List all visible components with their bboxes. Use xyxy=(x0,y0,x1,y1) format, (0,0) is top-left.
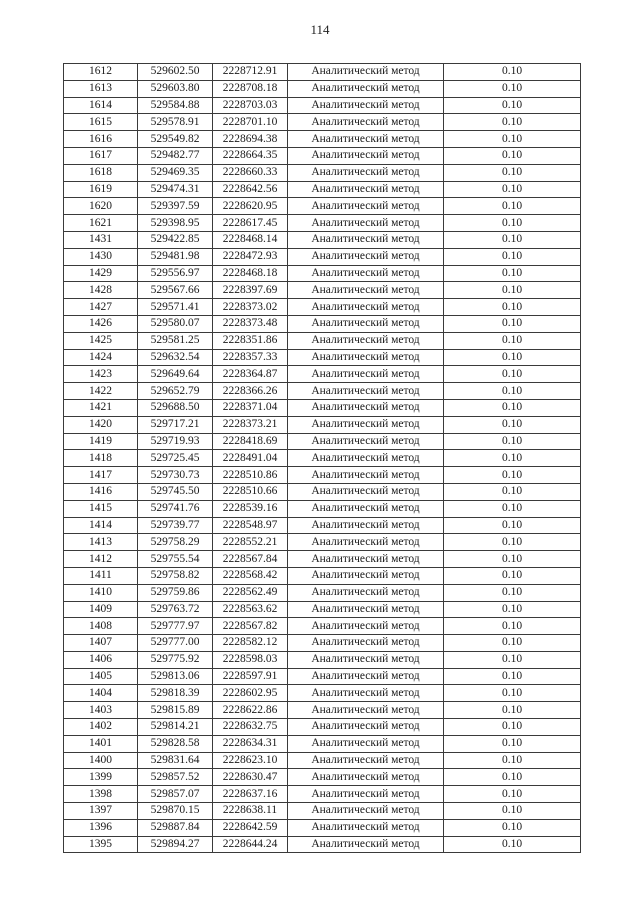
point-number-cell: 1615 xyxy=(64,114,138,131)
x-coordinate-cell: 529580.07 xyxy=(138,315,213,332)
point-number-cell: 1408 xyxy=(64,618,138,635)
x-coordinate-cell: 529815.89 xyxy=(138,702,213,719)
y-coordinate-cell: 2228567.84 xyxy=(213,551,288,568)
y-coordinate-cell: 2228642.59 xyxy=(213,819,288,836)
accuracy-cell: 0.10 xyxy=(444,181,581,198)
method-cell: Аналитический метод xyxy=(288,467,444,484)
x-coordinate-cell: 529813.06 xyxy=(138,668,213,685)
point-number-cell: 1421 xyxy=(64,399,138,416)
x-coordinate-cell: 529730.73 xyxy=(138,467,213,484)
y-coordinate-cell: 2228351.86 xyxy=(213,332,288,349)
table-row xyxy=(64,147,581,164)
point-number-cell: 1401 xyxy=(64,735,138,752)
accuracy-cell: 0.10 xyxy=(444,215,581,232)
x-coordinate-cell: 529775.92 xyxy=(138,651,213,668)
table-row xyxy=(64,299,581,316)
y-coordinate-cell: 2228703.03 xyxy=(213,97,288,114)
table-row xyxy=(64,584,581,601)
y-coordinate-cell: 2228620.95 xyxy=(213,198,288,215)
table-row xyxy=(64,483,581,500)
point-number-cell: 1404 xyxy=(64,685,138,702)
y-coordinate-cell: 2228563.62 xyxy=(213,601,288,618)
y-coordinate-cell: 2228510.86 xyxy=(213,467,288,484)
method-cell: Аналитический метод xyxy=(288,164,444,181)
point-number-cell: 1420 xyxy=(64,416,138,433)
point-number-cell: 1427 xyxy=(64,299,138,316)
table-row xyxy=(64,551,581,568)
accuracy-cell: 0.10 xyxy=(444,265,581,282)
method-cell: Аналитический метод xyxy=(288,769,444,786)
point-number-cell: 1400 xyxy=(64,752,138,769)
y-coordinate-cell: 2228712.91 xyxy=(213,64,288,81)
accuracy-cell: 0.10 xyxy=(444,131,581,148)
table-row xyxy=(64,786,581,803)
x-coordinate-cell: 529857.52 xyxy=(138,769,213,786)
table-row xyxy=(64,282,581,299)
y-coordinate-cell: 2228567.82 xyxy=(213,618,288,635)
y-coordinate-cell: 2228472.93 xyxy=(213,248,288,265)
x-coordinate-cell: 529739.77 xyxy=(138,517,213,534)
point-number-cell: 1410 xyxy=(64,584,138,601)
y-coordinate-cell: 2228638.11 xyxy=(213,803,288,820)
table-row xyxy=(64,735,581,752)
table-row xyxy=(64,567,581,584)
method-cell: Аналитический метод xyxy=(288,551,444,568)
method-cell: Аналитический метод xyxy=(288,618,444,635)
method-cell: Аналитический метод xyxy=(288,668,444,685)
method-cell: Аналитический метод xyxy=(288,685,444,702)
point-number-cell: 1397 xyxy=(64,803,138,820)
accuracy-cell: 0.10 xyxy=(444,231,581,248)
table-row xyxy=(64,131,581,148)
method-cell: Аналитический метод xyxy=(288,198,444,215)
y-coordinate-cell: 2228637.16 xyxy=(213,786,288,803)
x-coordinate-cell: 529652.79 xyxy=(138,383,213,400)
table-row xyxy=(64,416,581,433)
x-coordinate-cell: 529469.35 xyxy=(138,164,213,181)
accuracy-cell: 0.10 xyxy=(444,769,581,786)
table-row xyxy=(64,500,581,517)
y-coordinate-cell: 2228562.49 xyxy=(213,584,288,601)
y-coordinate-cell: 2228371.04 xyxy=(213,399,288,416)
x-coordinate-cell: 529481.98 xyxy=(138,248,213,265)
method-cell: Аналитический метод xyxy=(288,584,444,601)
y-coordinate-cell: 2228617.45 xyxy=(213,215,288,232)
accuracy-cell: 0.10 xyxy=(444,399,581,416)
accuracy-cell: 0.10 xyxy=(444,467,581,484)
y-coordinate-cell: 2228660.33 xyxy=(213,164,288,181)
method-cell: Аналитический метод xyxy=(288,366,444,383)
y-coordinate-cell: 2228644.24 xyxy=(213,836,288,853)
y-coordinate-cell: 2228642.56 xyxy=(213,181,288,198)
method-cell: Аналитический метод xyxy=(288,332,444,349)
accuracy-cell: 0.10 xyxy=(444,97,581,114)
accuracy-cell: 0.10 xyxy=(444,517,581,534)
point-number-cell: 1414 xyxy=(64,517,138,534)
accuracy-cell: 0.10 xyxy=(444,752,581,769)
method-cell: Аналитический метод xyxy=(288,702,444,719)
x-coordinate-cell: 529777.00 xyxy=(138,635,213,652)
x-coordinate-cell: 529777.97 xyxy=(138,618,213,635)
method-cell: Аналитический метод xyxy=(288,299,444,316)
point-number-cell: 1403 xyxy=(64,702,138,719)
x-coordinate-cell: 529745.50 xyxy=(138,483,213,500)
table-row xyxy=(64,819,581,836)
x-coordinate-cell: 529857.07 xyxy=(138,786,213,803)
x-coordinate-cell: 529818.39 xyxy=(138,685,213,702)
method-cell: Аналитический метод xyxy=(288,315,444,332)
y-coordinate-cell: 2228630.47 xyxy=(213,769,288,786)
point-number-cell: 1613 xyxy=(64,80,138,97)
accuracy-cell: 0.10 xyxy=(444,702,581,719)
method-cell: Аналитический метод xyxy=(288,248,444,265)
x-coordinate-cell: 529758.29 xyxy=(138,534,213,551)
table-row xyxy=(64,114,581,131)
method-cell: Аналитический метод xyxy=(288,534,444,551)
y-coordinate-cell: 2228634.31 xyxy=(213,735,288,752)
x-coordinate-cell: 529688.50 xyxy=(138,399,213,416)
method-cell: Аналитический метод xyxy=(288,601,444,618)
table-row xyxy=(64,450,581,467)
table-row xyxy=(64,198,581,215)
y-coordinate-cell: 2228468.18 xyxy=(213,265,288,282)
accuracy-cell: 0.10 xyxy=(444,534,581,551)
method-cell: Аналитический метод xyxy=(288,819,444,836)
accuracy-cell: 0.10 xyxy=(444,735,581,752)
accuracy-cell: 0.10 xyxy=(444,416,581,433)
x-coordinate-cell: 529719.93 xyxy=(138,433,213,450)
x-coordinate-cell: 529763.72 xyxy=(138,601,213,618)
point-number-cell: 1396 xyxy=(64,819,138,836)
point-number-cell: 1416 xyxy=(64,483,138,500)
table-row xyxy=(64,349,581,366)
table-row xyxy=(64,215,581,232)
table-row xyxy=(64,97,581,114)
y-coordinate-cell: 2228582.12 xyxy=(213,635,288,652)
point-number-cell: 1621 xyxy=(64,215,138,232)
accuracy-cell: 0.10 xyxy=(444,567,581,584)
method-cell: Аналитический метод xyxy=(288,64,444,81)
x-coordinate-cell: 529584.88 xyxy=(138,97,213,114)
accuracy-cell: 0.10 xyxy=(444,248,581,265)
accuracy-cell: 0.10 xyxy=(444,349,581,366)
accuracy-cell: 0.10 xyxy=(444,685,581,702)
table-row xyxy=(64,702,581,719)
table-row xyxy=(64,719,581,736)
method-cell: Аналитический метод xyxy=(288,483,444,500)
point-number-cell: 1402 xyxy=(64,719,138,736)
y-coordinate-cell: 2228548.97 xyxy=(213,517,288,534)
y-coordinate-cell: 2228397.69 xyxy=(213,282,288,299)
method-cell: Аналитический метод xyxy=(288,114,444,131)
point-number-cell: 1429 xyxy=(64,265,138,282)
accuracy-cell: 0.10 xyxy=(444,719,581,736)
point-number-cell: 1409 xyxy=(64,601,138,618)
method-cell: Аналитический метод xyxy=(288,383,444,400)
method-cell: Аналитический метод xyxy=(288,147,444,164)
x-coordinate-cell: 529602.50 xyxy=(138,64,213,81)
method-cell: Аналитический метод xyxy=(288,231,444,248)
table-row xyxy=(64,332,581,349)
point-number-cell: 1431 xyxy=(64,231,138,248)
method-cell: Аналитический метод xyxy=(288,80,444,97)
y-coordinate-cell: 2228597.91 xyxy=(213,668,288,685)
y-coordinate-cell: 2228364.87 xyxy=(213,366,288,383)
table-row xyxy=(64,265,581,282)
table-row xyxy=(64,651,581,668)
method-cell: Аналитический метод xyxy=(288,517,444,534)
x-coordinate-cell: 529578.91 xyxy=(138,114,213,131)
y-coordinate-cell: 2228602.95 xyxy=(213,685,288,702)
table-row xyxy=(64,64,581,81)
accuracy-cell: 0.10 xyxy=(444,803,581,820)
y-coordinate-cell: 2228357.33 xyxy=(213,349,288,366)
accuracy-cell: 0.10 xyxy=(444,836,581,853)
method-cell: Аналитический метод xyxy=(288,719,444,736)
accuracy-cell: 0.10 xyxy=(444,483,581,500)
method-cell: Аналитический метод xyxy=(288,181,444,198)
table-row xyxy=(64,752,581,769)
accuracy-cell: 0.10 xyxy=(444,332,581,349)
y-coordinate-cell: 2228366.26 xyxy=(213,383,288,400)
accuracy-cell: 0.10 xyxy=(444,366,581,383)
accuracy-cell: 0.10 xyxy=(444,164,581,181)
table-row xyxy=(64,399,581,416)
table-row xyxy=(64,635,581,652)
table-row xyxy=(64,80,581,97)
point-number-cell: 1426 xyxy=(64,315,138,332)
table-row xyxy=(64,181,581,198)
point-number-cell: 1406 xyxy=(64,651,138,668)
y-coordinate-cell: 2228468.14 xyxy=(213,231,288,248)
method-cell: Аналитический метод xyxy=(288,97,444,114)
point-number-cell: 1422 xyxy=(64,383,138,400)
point-number-cell: 1407 xyxy=(64,635,138,652)
table-row xyxy=(64,601,581,618)
accuracy-cell: 0.10 xyxy=(444,147,581,164)
table-row xyxy=(64,433,581,450)
x-coordinate-cell: 529567.66 xyxy=(138,282,213,299)
x-coordinate-cell: 529581.25 xyxy=(138,332,213,349)
accuracy-cell: 0.10 xyxy=(444,450,581,467)
table-row xyxy=(64,836,581,853)
accuracy-cell: 0.10 xyxy=(444,64,581,81)
accuracy-cell: 0.10 xyxy=(444,601,581,618)
accuracy-cell: 0.10 xyxy=(444,635,581,652)
x-coordinate-cell: 529482.77 xyxy=(138,147,213,164)
accuracy-cell: 0.10 xyxy=(444,584,581,601)
accuracy-cell: 0.10 xyxy=(444,551,581,568)
y-coordinate-cell: 2228701.10 xyxy=(213,114,288,131)
x-coordinate-cell: 529894.27 xyxy=(138,836,213,853)
method-cell: Аналитический метод xyxy=(288,215,444,232)
method-cell: Аналитический метод xyxy=(288,635,444,652)
x-coordinate-cell: 529397.59 xyxy=(138,198,213,215)
table-row xyxy=(64,231,581,248)
accuracy-cell: 0.10 xyxy=(444,299,581,316)
y-coordinate-cell: 2228552.21 xyxy=(213,534,288,551)
table-row xyxy=(64,366,581,383)
y-coordinate-cell: 2228708.18 xyxy=(213,80,288,97)
coordinates-table xyxy=(63,63,581,853)
table-row xyxy=(64,668,581,685)
method-cell: Аналитический метод xyxy=(288,567,444,584)
accuracy-cell: 0.10 xyxy=(444,383,581,400)
point-number-cell: 1413 xyxy=(64,534,138,551)
method-cell: Аналитический метод xyxy=(288,752,444,769)
accuracy-cell: 0.10 xyxy=(444,819,581,836)
point-number-cell: 1618 xyxy=(64,164,138,181)
y-coordinate-cell: 2228623.10 xyxy=(213,752,288,769)
y-coordinate-cell: 2228664.35 xyxy=(213,147,288,164)
accuracy-cell: 0.10 xyxy=(444,668,581,685)
x-coordinate-cell: 529758.82 xyxy=(138,567,213,584)
point-number-cell: 1419 xyxy=(64,433,138,450)
method-cell: Аналитический метод xyxy=(288,433,444,450)
x-coordinate-cell: 529828.58 xyxy=(138,735,213,752)
point-number-cell: 1424 xyxy=(64,349,138,366)
x-coordinate-cell: 529717.21 xyxy=(138,416,213,433)
x-coordinate-cell: 529556.97 xyxy=(138,265,213,282)
accuracy-cell: 0.10 xyxy=(444,618,581,635)
accuracy-cell: 0.10 xyxy=(444,651,581,668)
x-coordinate-cell: 529741.76 xyxy=(138,500,213,517)
method-cell: Аналитический метод xyxy=(288,416,444,433)
accuracy-cell: 0.10 xyxy=(444,198,581,215)
accuracy-cell: 0.10 xyxy=(444,786,581,803)
point-number-cell: 1412 xyxy=(64,551,138,568)
point-number-cell: 1398 xyxy=(64,786,138,803)
point-number-cell: 1405 xyxy=(64,668,138,685)
table-row xyxy=(64,685,581,702)
point-number-cell: 1395 xyxy=(64,836,138,853)
x-coordinate-cell: 529571.41 xyxy=(138,299,213,316)
method-cell: Аналитический метод xyxy=(288,450,444,467)
point-number-cell: 1415 xyxy=(64,500,138,517)
point-number-cell: 1614 xyxy=(64,97,138,114)
point-number-cell: 1619 xyxy=(64,181,138,198)
method-cell: Аналитический метод xyxy=(288,265,444,282)
x-coordinate-cell: 529831.64 xyxy=(138,752,213,769)
table-row xyxy=(64,315,581,332)
accuracy-cell: 0.10 xyxy=(444,500,581,517)
point-number-cell: 1411 xyxy=(64,567,138,584)
method-cell: Аналитический метод xyxy=(288,500,444,517)
y-coordinate-cell: 2228418.69 xyxy=(213,433,288,450)
y-coordinate-cell: 2228491.04 xyxy=(213,450,288,467)
y-coordinate-cell: 2228539.16 xyxy=(213,500,288,517)
method-cell: Аналитический метод xyxy=(288,803,444,820)
point-number-cell: 1417 xyxy=(64,467,138,484)
table-row xyxy=(64,248,581,265)
y-coordinate-cell: 2228373.21 xyxy=(213,416,288,433)
table-row xyxy=(64,618,581,635)
x-coordinate-cell: 529887.84 xyxy=(138,819,213,836)
point-number-cell: 1425 xyxy=(64,332,138,349)
method-cell: Аналитический метод xyxy=(288,651,444,668)
y-coordinate-cell: 2228568.42 xyxy=(213,567,288,584)
x-coordinate-cell: 529474.31 xyxy=(138,181,213,198)
x-coordinate-cell: 529814.21 xyxy=(138,719,213,736)
table-row xyxy=(64,769,581,786)
point-number-cell: 1423 xyxy=(64,366,138,383)
y-coordinate-cell: 2228694.38 xyxy=(213,131,288,148)
x-coordinate-cell: 529870.15 xyxy=(138,803,213,820)
point-number-cell: 1616 xyxy=(64,131,138,148)
table-row xyxy=(64,383,581,400)
y-coordinate-cell: 2228373.48 xyxy=(213,315,288,332)
accuracy-cell: 0.10 xyxy=(444,433,581,450)
method-cell: Аналитический метод xyxy=(288,282,444,299)
x-coordinate-cell: 529549.82 xyxy=(138,131,213,148)
x-coordinate-cell: 529632.54 xyxy=(138,349,213,366)
table-row xyxy=(64,517,581,534)
x-coordinate-cell: 529725.45 xyxy=(138,450,213,467)
method-cell: Аналитический метод xyxy=(288,349,444,366)
method-cell: Аналитический метод xyxy=(288,836,444,853)
y-coordinate-cell: 2228373.02 xyxy=(213,299,288,316)
x-coordinate-cell: 529759.86 xyxy=(138,584,213,601)
x-coordinate-cell: 529649.64 xyxy=(138,366,213,383)
table-row xyxy=(64,164,581,181)
method-cell: Аналитический метод xyxy=(288,399,444,416)
point-number-cell: 1399 xyxy=(64,769,138,786)
accuracy-cell: 0.10 xyxy=(444,315,581,332)
method-cell: Аналитический метод xyxy=(288,131,444,148)
table-row xyxy=(64,467,581,484)
x-coordinate-cell: 529398.95 xyxy=(138,215,213,232)
point-number-cell: 1612 xyxy=(64,64,138,81)
point-number-cell: 1418 xyxy=(64,450,138,467)
x-coordinate-cell: 529755.54 xyxy=(138,551,213,568)
point-number-cell: 1617 xyxy=(64,147,138,164)
coordinates-table-body xyxy=(64,64,581,853)
table-row xyxy=(64,534,581,551)
accuracy-cell: 0.10 xyxy=(444,114,581,131)
accuracy-cell: 0.10 xyxy=(444,282,581,299)
table-row xyxy=(64,803,581,820)
point-number-cell: 1430 xyxy=(64,248,138,265)
method-cell: Аналитический метод xyxy=(288,735,444,752)
accuracy-cell: 0.10 xyxy=(444,80,581,97)
method-cell: Аналитический метод xyxy=(288,786,444,803)
point-number-cell: 1620 xyxy=(64,198,138,215)
y-coordinate-cell: 2228510.66 xyxy=(213,483,288,500)
point-number-cell: 1428 xyxy=(64,282,138,299)
x-coordinate-cell: 529603.80 xyxy=(138,80,213,97)
y-coordinate-cell: 2228632.75 xyxy=(213,719,288,736)
page-number: 114 xyxy=(310,22,330,37)
x-coordinate-cell: 529422.85 xyxy=(138,231,213,248)
y-coordinate-cell: 2228622.86 xyxy=(213,702,288,719)
y-coordinate-cell: 2228598.03 xyxy=(213,651,288,668)
